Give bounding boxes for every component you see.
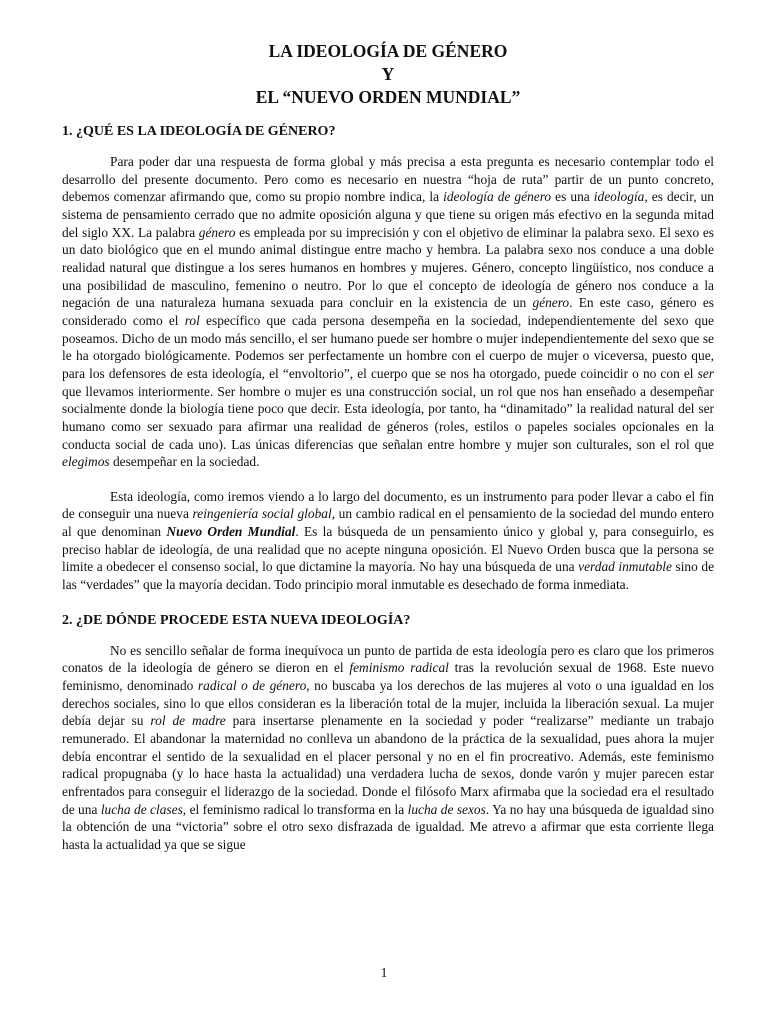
text-run: para insertarse plenamente en la sociedad y poder “realizarse” mediante un trabajo remunerado. El abandonar la maternidad no conlleva un abandono de la práctica de la sexualidad, pues ahora la mujer debía encontrar el sentido de la sexualidad en el placer personal y no en el fin procreativo. Además, este feminismo radical propugnaba (y lo hace hasta la actualidad) una verdadera lucha de sexos, donde varón y mujer parecen estar enfrentados para conseguir el liderazgo de la sociedad. Donde el filósofo Marx afirmaba que la sociedad era el resultado de una (62, 713, 714, 817)
text-run: . En este caso, género es considerado como el (62, 295, 714, 328)
text-run: Para poder dar una respuesta de forma global y más precisa a esta pregunta es necesario contemplar todo el desarrollo del presente documento. Pero como es necesario en nuestra “hoja de ruta” partir de un punto concreto, debemos comenzar afirmando que, como su propio nombre indica, la (62, 154, 714, 205)
bold-italic-run: Nuevo Orden Mundial (166, 524, 296, 540)
page-number: 1 (380, 966, 388, 981)
text-run: . Es la búsqueda de un pensamiento único y global y, para conseguirlo, es preciso hablar de ideología, de una realidad que no acepte ninguna oposición. El Nuevo Orden busca que la persona se limite a obedecer el consenso social, lo que dictamine la mayoría. No hay una búsqueda de una (62, 524, 715, 575)
text-run: es empleada por su imprecisión y con el objetivo de eliminar la palabra sexo. El sexo es un dato biológico que en el mundo animal distingue entre macho y hembra. La palabra sexo nos conduce a una doble realidad natural que distingue a los seres humanos en hombres y mujeres. Género, concepto lingüístico, nos conduce a una posibilidad de masculino, femenino o neutro. Por lo que el concepto de ideología de género nos conduce a la negación de una naturaleza humana sexuada para concluir en la existencia de un (62, 224, 714, 311)
italic-run: rol de madre (150, 713, 226, 729)
text-run: , es decir, un sistema de pensamiento cerrado que no admite oposición alguna y que tiene su origen más efectivo en la segunda mitad del siglo XX. La palabra (62, 189, 714, 240)
italic-run: género (532, 295, 570, 311)
title-line-3: EL “NUEVO ORDEN MUNDIAL” (255, 87, 521, 107)
section-1-heading: 1. ¿QUÉ ES LA IDEOLOGÍA DE GÉNERO? (62, 124, 336, 139)
italic-run: género (198, 224, 236, 240)
text-run: , un cambio radical en el pensamiento de la sociedad del mundo entero al que denominan (62, 506, 714, 540)
italic-run: feminismo radical (349, 660, 449, 676)
text-run: Esta ideología, como iremos viendo a lo largo del documento, es un instrumento para poder llevar a cabo el fin de conseguir una nueva (62, 488, 714, 522)
italic-run: ideología de género (443, 189, 552, 205)
italic-run: verdad inmutable (578, 559, 672, 575)
paragraph-gap (62, 471, 714, 488)
document-title (62, 40, 714, 109)
text-run: específico que cada persona desempeña en la sociedad, independientemente del sexo que poseamos. Dicho de un modo más sencillo, el ser humano puede ser hombre o mujer independientemente del sexo que se le ha otorgado biológicamente. Podemos ser perfectamente un hombre con el cuerpo de mujer o viceversa, puesto que, para los defensores de esta ideología, el “envoltorio”, el cuerpo que se nos ha otorgado, puede coincidir o no con el (62, 312, 715, 381)
italic-run: lucha de clases (100, 801, 183, 817)
section-2-heading: 2. ¿DE DÓNDE PROCEDE ESTA NUEVA IDEOLOGÍA? (62, 612, 411, 628)
text-run: , el feminismo radical lo transforma en la (182, 801, 408, 817)
text-run: desempeñar en la sociedad. (109, 454, 260, 470)
section-2-paragraph-1 (62, 642, 714, 854)
text-run: No es sencillo señalar de forma inequívoca un punto de partida de esta ideología pero es claro que los primeros conatos de la ideología de género se dieron en el (62, 642, 714, 676)
section-1-paragraph-1 (62, 153, 714, 471)
text-run: , no buscaba ya los derechos de las mujeres al voto o una igualdad en los derechos sociales, sino lo que ellos consideran es la liberación total de la mujer, incluida la liberación sexual. La mujer debía dejar su (62, 678, 715, 729)
italic-run: radical o de género (197, 678, 307, 694)
text-run: . Ya no hay una búsqueda de igualdad sino la obtención de una “victoria” sobre el otro sexo disfrazada de igualdad. Me atrevo a afirmar que esta corriente llega hasta la actualidad ya que se sigue (62, 801, 715, 852)
text-run: que llevamos interiormente. Ser hombre o mujer es una construcción social, un rol que nos han enseñado a desempeñar socialmente donde la biología tiene poco que decir. Esta ideología, por tanto, ha “dinamitado” la realidad natural del ser humano como ser sexuado para afirmar una realidad de géneros (roles, estilos o papeles sociales opcionales en la conducta social de cada uno). Las únicas diferencias que señalan entre hombre y mujer son culturales, son el rol que (62, 383, 714, 452)
text-run: sino de las “verdades” que la mayoría decidan. Todo principio moral inmutable es desechado de forma inmediata. (62, 559, 715, 593)
section-gap (62, 594, 714, 612)
section-1-paragraph-2 (62, 488, 714, 594)
italic-run: rol (184, 312, 200, 328)
italic-run: reingeniería social global (192, 506, 332, 522)
text-run: es una (551, 189, 594, 205)
italic-run: ideología (593, 189, 645, 205)
text-run: tras la revolución sexual de 1968. Este nuevo feminismo, denominado (62, 660, 714, 694)
italic-run: ser (697, 365, 714, 381)
italic-run: elegimos (62, 454, 110, 470)
title-line-1: LA IDEOLOGÍA DE GÉNERO (268, 41, 508, 61)
title-line-2: Y (381, 64, 395, 84)
italic-run: lucha de sexos (407, 801, 486, 817)
